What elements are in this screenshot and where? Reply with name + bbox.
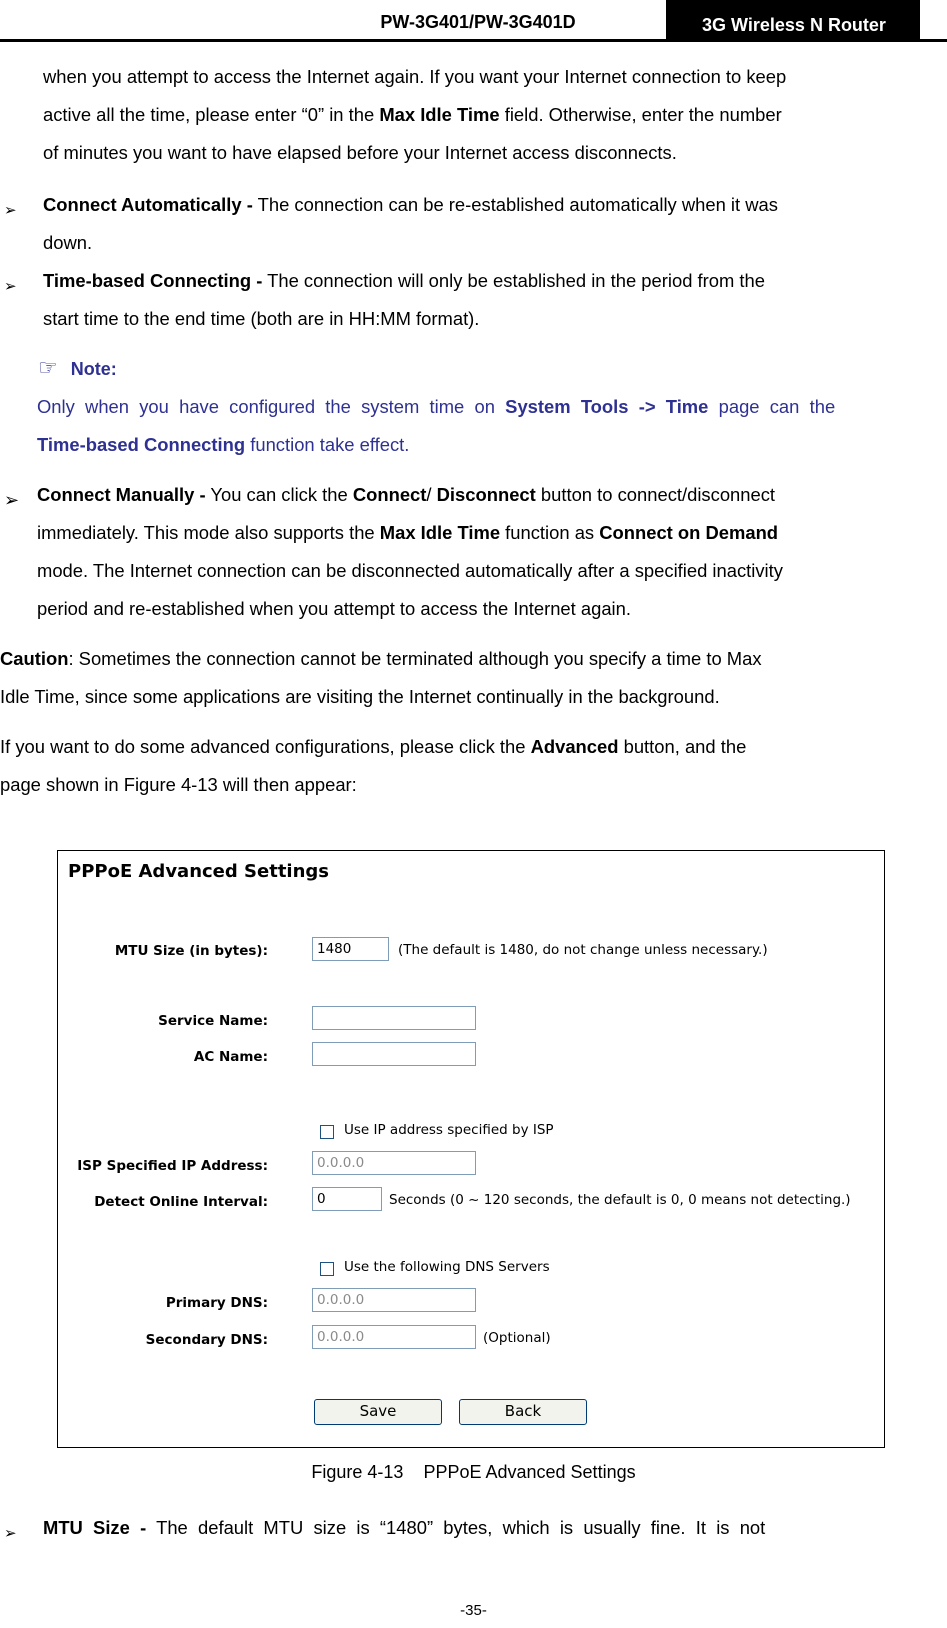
mtu-note: (The default is 1480, do not change unless necessary.) bbox=[398, 942, 768, 958]
detect-interval-input[interactable]: 0 bbox=[312, 1187, 382, 1211]
detect-interval-note: Seconds (0 ~ 120 seconds, the default is 0, 0 means not detecting.) bbox=[389, 1192, 851, 1208]
advanced-paragraph: If you want to do some advanced configurations, please click the Advanced button, and the page shown in Figure 4-13 will then appear: bbox=[0, 736, 747, 795]
secondary-dns-input[interactable]: 0.0.0.0 bbox=[312, 1325, 476, 1349]
bullet-arrow-icon: ➢ bbox=[4, 1525, 17, 1542]
header-rule bbox=[0, 39, 947, 42]
service-name-label: Service Name: bbox=[158, 1013, 268, 1029]
header-product: 3G Wireless N Router bbox=[668, 0, 920, 40]
intro-line-2: active all the time, please enter “0” in the Max Idle Time field. Otherwise, enter the number bbox=[43, 104, 782, 125]
bullet-connect-manually: Connect Manually - You can click the Connect/ Disconnect button to connect/disconnect immediately. This mode also supports the Max Idle Time function as Connect on Demand mode. The Internet connection can be disconnected automatically after a specified inactivity period and re-established when you attempt to access the Internet again. bbox=[37, 484, 783, 619]
bullet-mtu-size: MTU Size - The default MTU size is “1480” bytes, which is usually fine. It is not bbox=[43, 1517, 766, 1538]
page-number: -35- bbox=[460, 1602, 487, 1619]
service-name-input[interactable] bbox=[312, 1006, 476, 1030]
optional-note: (Optional) bbox=[483, 1330, 551, 1346]
mtu-input[interactable]: 1480 bbox=[312, 937, 389, 961]
pppoe-advanced-settings-figure bbox=[57, 850, 885, 1448]
intro-paragraph bbox=[43, 58, 786, 172]
secondary-dns-label: Secondary DNS: bbox=[145, 1332, 268, 1348]
figure-caption: Figure 4-13 PPPoE Advanced Settings bbox=[311, 1462, 636, 1482]
use-ip-label: Use IP address specified by ISP bbox=[344, 1122, 554, 1138]
bullet-time-based: Time-based Connecting - The connection will only be established in the period from the start time to the end time (both are in HH:MM format). bbox=[43, 270, 765, 329]
primary-dns-label: Primary DNS: bbox=[165, 1295, 268, 1311]
use-dns-label: Use the following DNS Servers bbox=[344, 1259, 550, 1275]
caution-paragraph: Caution: Sometimes the connection cannot be terminated although you specify a time to Max Idle Time, since some applications are visiting the Internet continually in the background. bbox=[0, 648, 762, 707]
bullet-arrow-icon: ➢ bbox=[4, 202, 17, 219]
header-model: PW-3G401/PW-3G401D bbox=[380, 12, 576, 32]
bullet-connect-automatically: Connect Automatically - The connection can be re-established automatically when it was down. bbox=[43, 194, 778, 253]
mtu-label: MTU Size (in bytes): bbox=[114, 943, 268, 959]
isp-ip-label: ISP Specified IP Address: bbox=[77, 1158, 268, 1174]
intro-line-1: when you attempt to access the Internet again. If you want your Internet connection to keep bbox=[43, 66, 787, 87]
intro-line-3: of minutes you want to have elapsed before your Internet access disconnects. bbox=[43, 142, 677, 163]
detect-interval-label: Detect Online Interval: bbox=[94, 1194, 268, 1210]
note-heading: ☞ Note: bbox=[38, 355, 117, 380]
back-button[interactable]: Back bbox=[459, 1399, 587, 1425]
bullet-arrow-icon: ➢ bbox=[4, 490, 20, 510]
save-button[interactable]: Save bbox=[314, 1399, 442, 1425]
figure-title: PPPoE Advanced Settings bbox=[68, 861, 330, 882]
primary-dns-input[interactable]: 0.0.0.0 bbox=[312, 1288, 476, 1312]
use-dns-checkbox[interactable] bbox=[320, 1262, 334, 1276]
pointing-hand-icon: ☞ bbox=[38, 355, 58, 380]
bullet-arrow-icon: ➢ bbox=[4, 278, 17, 295]
ac-name-label: AC Name: bbox=[193, 1049, 268, 1065]
ac-name-input[interactable] bbox=[312, 1042, 476, 1066]
note-body: Only when you have configured the system time on System Tools -> Time page can the Time-based Connecting function take effect. bbox=[37, 396, 836, 455]
use-ip-checkbox[interactable] bbox=[320, 1125, 334, 1139]
isp-ip-input[interactable]: 0.0.0.0 bbox=[312, 1151, 476, 1175]
